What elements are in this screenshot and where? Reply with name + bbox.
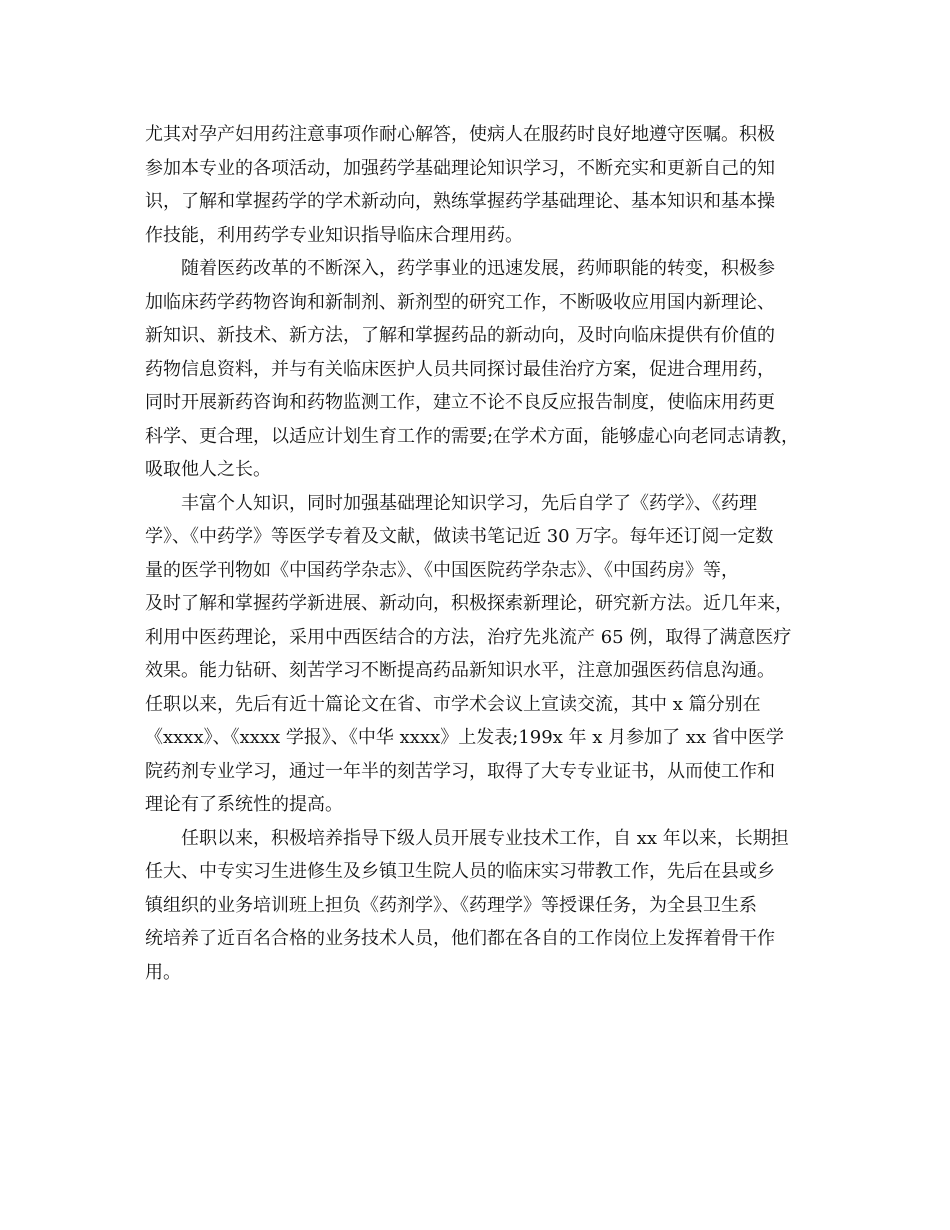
text-line: 药物信息资料，并与有关临床医护人员共同探讨最佳治疗方案，促进合理用药， [145,358,775,380]
paragraph-3 [145,487,815,822]
text-line: 用。 [145,961,181,983]
text-line: 科学、更合理，以适应计划生育工作的需要;在学术方面，能够虚心向老同志请教， [145,425,800,447]
text-line: 作技能，利用药学专业知识指导临床合理用药。 [145,224,523,246]
text-line: 理论有了系统性的提高。 [145,794,343,815]
text-line: 识，了解和掌握药学的学术新动向，熟练掌握药学基础理论、基本知识和基本操 [145,191,775,212]
paragraph-4 [145,822,815,990]
text-line: 参加本专业的各项活动，加强药学基础理论知识学习，不断充实和更新自己的知 [145,157,775,179]
text-line: 镇组织的业务培训班上担负《药剂学》、《药理学》等授课任务，为全县卫生系 [145,894,757,916]
text-line: 任职以来，积极培养指导下级人员开展专业技术工作，自 xx 年以来，长期担 [181,827,789,849]
text-line: 丰富个人知识，同时加强基础理论知识学习，先后自学了《药学》、《药理 [181,492,757,514]
paragraph-1 [145,118,815,252]
text-line: 学》、《中药学》等医学专着及文献，做读书笔记近 30 万字。每年还订阅一定数 [145,526,774,547]
text-line: 新知识、新技术、新方法，了解和掌握药品的新动向，及时向临床提供有价值的 [145,325,775,346]
text-line: 尤其对孕产妇用药注意事项作耐心解答，使病人在服药时良好地遵守医嘱。积极 [145,124,775,145]
text-line: 统培养了近百名合格的业务技术人员，他们都在各自的工作岗位上发挥着骨干作 [145,928,775,949]
text-line: 量的医学刊物如《中国药学杂志》、《中国医院药学杂志》、《中国药房》等， [145,559,739,581]
text-line: 院药剂专业学习，通过一年半的刻苦学习，取得了大专专业证书，从而使工作和 [145,760,775,782]
text-line: 效果。能力钻研、刻苦学习不断提高药品新知识水平，注意加强医药信息沟通。 [145,660,775,681]
document-body [145,118,815,989]
text-line: 吸取他人之长。 [145,459,271,480]
text-line: 利用中医药理论，采用中西医结合的方法，治疗先兆流产 65 例，取得了满意医疗 [145,626,792,648]
text-line: 同时开展新药咨询和药物监测工作，建立不论不良反应报告制度，使临床用药更 [145,392,775,413]
text-line: 任职以来，先后有近十篇论文在省、市学术会议上宣读交流，其中 x 篇分别在 [145,693,761,715]
text-line: 任大、中专实习生进修生及乡镇卫生院人员的临床实习带教工作，先后在县或乡 [145,861,775,882]
text-line: 《xxxx》、《xxxx 学报》、《中华 xxxx》上发表;199x 年 x 月参加了 xx 省中医学 [145,727,784,748]
text-line: 加临床药学药物咨询和新制剂、新剂型的研究工作，不断吸收应用国内新理论、 [145,291,775,313]
paragraph-2 [145,252,815,487]
text-line: 及时了解和掌握药学新进展、新动向，积极探索新理论，研究新方法。近几年来， [145,593,793,614]
text-line: 随着医药改革的不断深入，药学事业的迅速发展，药师职能的转变，积极参 [181,258,775,279]
